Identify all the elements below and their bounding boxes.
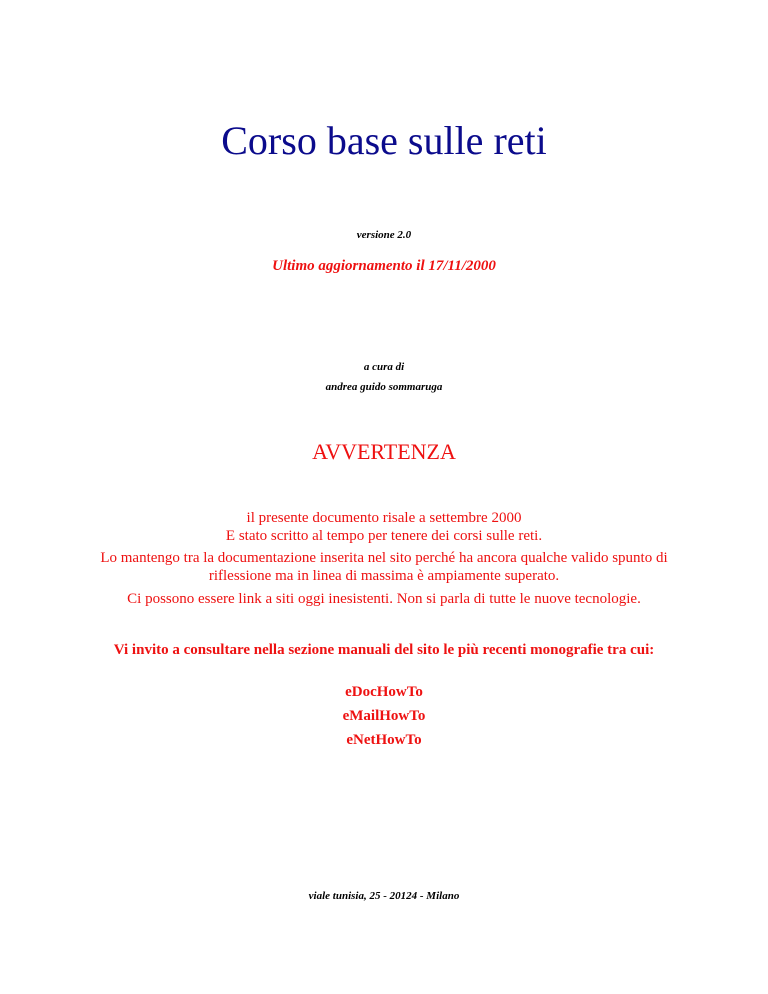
address-footer: viale tunisia, 25 - 20124 - Milano — [308, 890, 460, 902]
manual-link-enethowto[interactable]: eNetHowTo — [346, 732, 422, 748]
warning-line: riflessione ma in linea di massima è ampiamente superato. — [208, 568, 560, 584]
document-title: Corso base sulle reti — [221, 118, 547, 163]
author-name: andrea guido sommaruga — [325, 381, 443, 393]
warning-line: Ci possono essere link a siti oggi inesistenti. Non si parla di tutte le nuove tecnologie. — [127, 591, 641, 607]
manual-link-edochowto[interactable]: eDocHowTo — [345, 684, 423, 700]
last-updated-label: Ultimo aggiornamento il 17/11/2000 — [272, 258, 496, 274]
warning-line: E stato scritto al tempo per tenere dei corsi sulle reti. — [225, 528, 543, 544]
version-label: versione 2.0 — [356, 229, 412, 241]
manuals-invite: Vi invito a consultare nella sezione manuali del sito le più recenti monografie tra cui: — [113, 642, 655, 658]
warning-line: Lo mantengo tra la documentazione inserita nel sito perché ha ancora qualche valido spunto di — [100, 550, 668, 566]
curated-by-label: a cura di — [363, 361, 405, 373]
warning-line: il presente documento risale a settembre 2000 — [246, 510, 522, 526]
manual-link-emailhowto[interactable]: eMailHowTo — [342, 708, 426, 724]
warning-heading: AVVERTENZA — [312, 439, 456, 464]
